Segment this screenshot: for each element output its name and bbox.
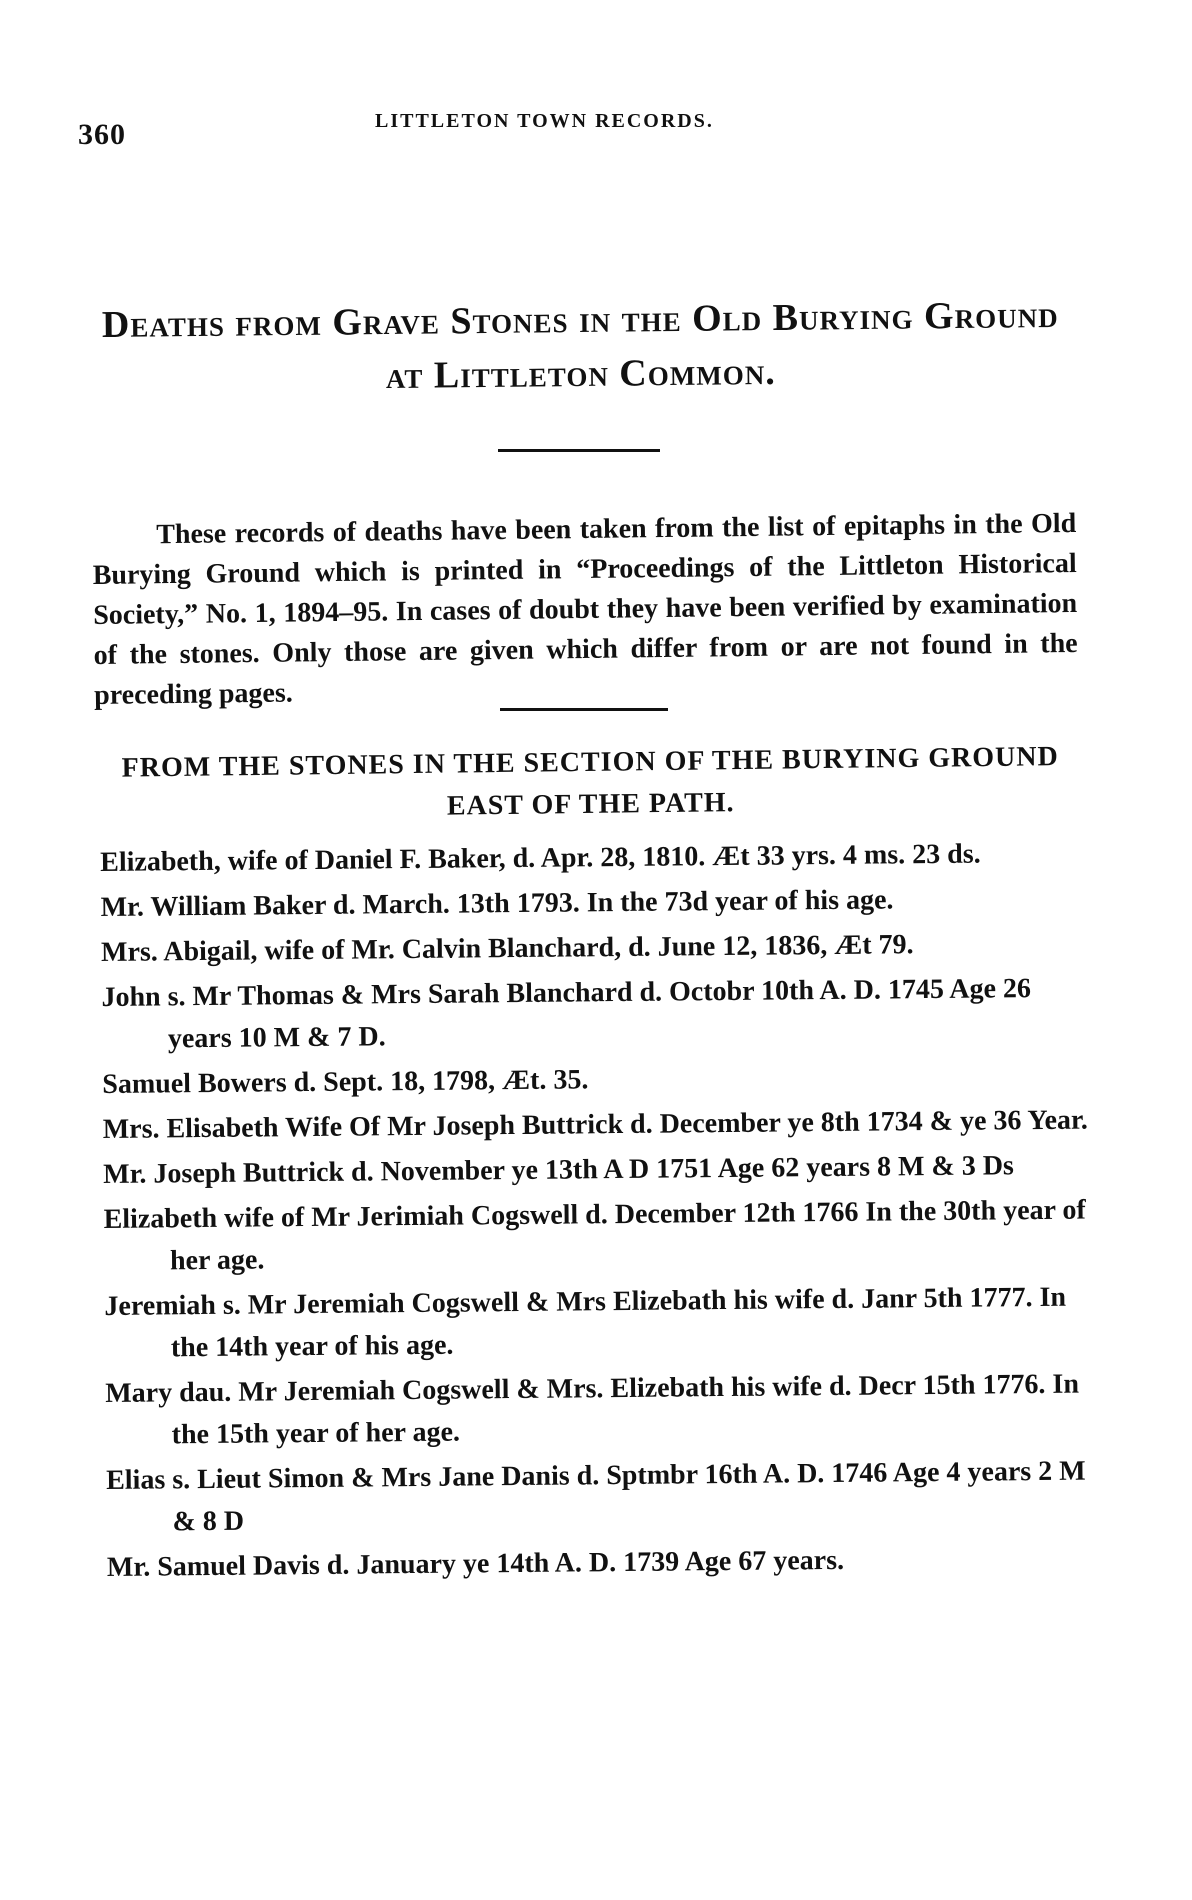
death-record: Samuel Bowers d. Sept. 18, 1798, Æt. 35. [102,1064,589,1100]
death-record: Elizabeth wife of Mr Jerimiah Cogswell d. December 12th 1766 In the 30th year of her age. [103,1194,1086,1277]
intro-paragraph: These records of deaths have been taken from the list of epitaphs in the Old Burying Ground which is printed in “Proceedings of the Littleton Historical Society,” No. 1, 1894–95. In cases of doubt they have been verified by examination of the stones. Only those are given which differ from or are not found in the preceding pages. [92,507,1078,711]
death-record: Mr. Samuel Davis d. January ye 14th A. D. 1739 Age 67 years. [106,1544,845,1583]
death-record: Mr. William Baker d. March. 13th 1793. In the 73d year of his age. [100,884,894,923]
page-title: Deaths from Grave Stones in the Old Burying Ground at Littleton Common. [101,293,1059,398]
death-record: Mrs. Abigail, wife of Mr. Calvin Blanchard, d. June 12, 1836, Æt 79. [100,929,914,968]
death-record-list [100,832,1107,1592]
page-number: 360 [78,118,126,151]
death-record: Elias s. Lieut Simon & Mrs Jane Danis d. Sptmbr 16th A. D. 1746 Age 4 years 2 M & 8 D [105,1455,1086,1538]
death-record: Mrs. Elisabeth Wife Of Mr Joseph Buttrick d. December ye 8th 1734 & ye 36 Year. [102,1104,1088,1145]
running-head: LITTLETON TOWN RECORDS. [375,110,714,132]
death-record: Mr. Joseph Buttrick d. November ye 13th A D 1751 Age 62 years 8 M & 3 Ds [103,1150,1015,1190]
divider-rule [498,449,660,452]
divider-rule [500,708,668,711]
death-record: John s. Mr Thomas & Mrs Sarah Blanchard d. Octobr 10th A. D. 1745 Age 26 years 10 M & 7 D. [101,973,1032,1055]
death-record: Jeremiah s. Mr Jeremiah Cogswell & Mrs Elizebath his wife d. Janr 5th 1777. In the 14th year of his age. [104,1281,1067,1364]
death-record: Elizabeth, wife of Daniel F. Baker, d. Apr. 28, 1810. Æt 33 yrs. 4 ms. 23 ds. [100,838,981,878]
death-record: Mary dau. Mr Jeremiah Cogswell & Mrs. Elizebath his wife d. Decr 15th 1776. In the 15th year of her age. [105,1368,1080,1451]
section-heading: FROM THE STONES IN THE SECTION OF THE BURYING GROUND EAST OF THE PATH. [121,741,1059,822]
